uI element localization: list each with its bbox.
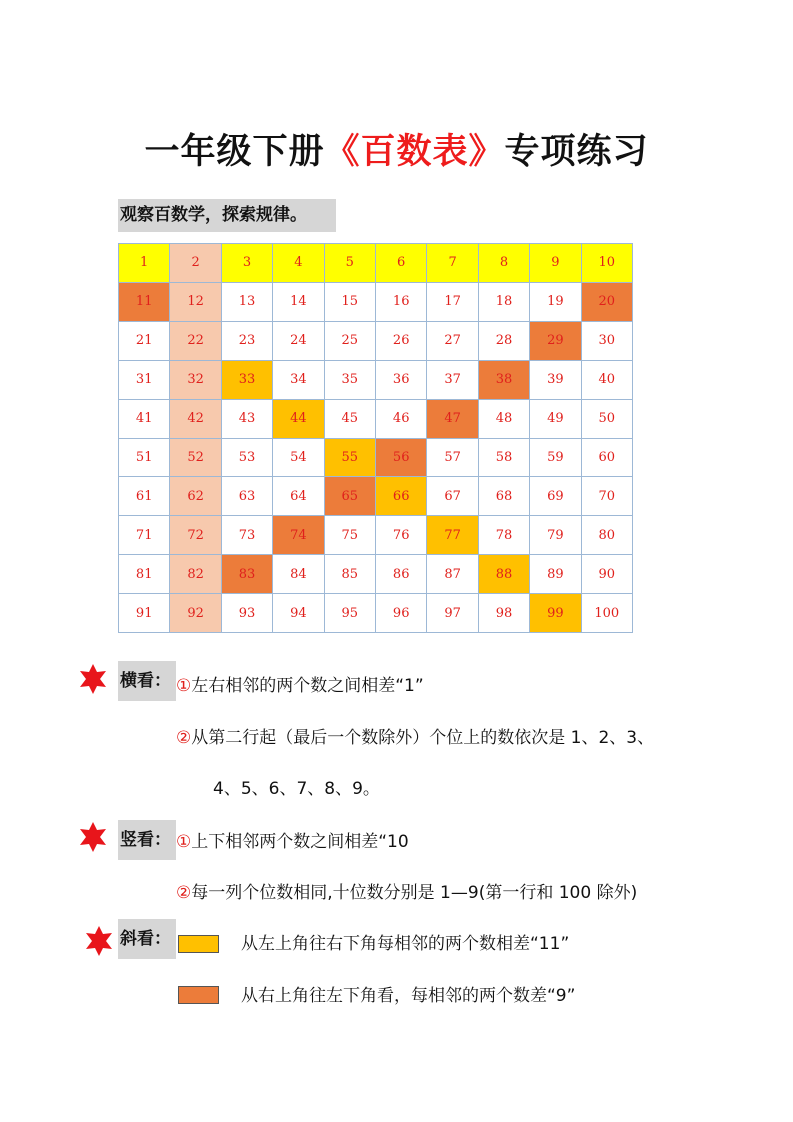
grid-cell: 86 xyxy=(376,555,427,594)
grid-cell: 82 xyxy=(170,555,221,594)
grid-cell: 89 xyxy=(530,555,581,594)
grid-cell: 1 xyxy=(119,244,170,283)
grid-cell: 58 xyxy=(479,439,530,478)
grid-cell: 95 xyxy=(325,594,376,633)
grid-cell: 28 xyxy=(479,322,530,361)
grid-cell: 20 xyxy=(582,283,633,322)
grid-cell: 47 xyxy=(427,400,478,439)
grid-cell: 60 xyxy=(582,439,633,478)
grid-cell: 34 xyxy=(273,361,324,400)
grid-cell: 46 xyxy=(376,400,427,439)
grid-cell: 64 xyxy=(273,477,324,516)
grid-cell: 24 xyxy=(273,322,324,361)
grid-cell: 25 xyxy=(325,322,376,361)
grid-cell: 35 xyxy=(325,361,376,400)
grid-cell: 22 xyxy=(170,322,221,361)
grid-cell: 9 xyxy=(530,244,581,283)
grid-cell: 41 xyxy=(119,400,170,439)
grid-cell: 31 xyxy=(119,361,170,400)
vertical-rule-2 xyxy=(176,881,637,905)
grid-cell: 57 xyxy=(427,439,478,478)
grid-cell: 55 xyxy=(325,439,376,478)
grid-cell: 65 xyxy=(325,477,376,516)
grid-cell: 38 xyxy=(479,361,530,400)
grid-cell: 73 xyxy=(222,516,273,555)
grid-cell: 30 xyxy=(582,322,633,361)
grid-cell: 5 xyxy=(325,244,376,283)
grid-cell: 45 xyxy=(325,400,376,439)
grid-cell: 43 xyxy=(222,400,273,439)
grid-cell: 23 xyxy=(222,322,273,361)
star-icon xyxy=(78,822,108,852)
grid-cell: 53 xyxy=(222,439,273,478)
hundred-chart xyxy=(118,243,633,633)
grid-cell: 92 xyxy=(170,594,221,633)
grid-cell: 66 xyxy=(376,477,427,516)
grid-cell: 37 xyxy=(427,361,478,400)
circled-number-1: ① xyxy=(176,832,192,852)
grid-cell: 29 xyxy=(530,322,581,361)
grid-cell: 80 xyxy=(582,516,633,555)
grid-cell: 61 xyxy=(119,477,170,516)
horizontal-rule-1-text: 左右相邻的两个数之间相差“1” xyxy=(191,676,424,696)
grid-cell: 98 xyxy=(479,594,530,633)
grid-cell: 77 xyxy=(427,516,478,555)
grid-cell: 96 xyxy=(376,594,427,633)
grid-cell: 71 xyxy=(119,516,170,555)
grid-cell: 44 xyxy=(273,400,324,439)
grid-cell: 14 xyxy=(273,283,324,322)
grid-cell: 81 xyxy=(119,555,170,594)
grid-cell: 83 xyxy=(222,555,273,594)
horizontal-rule-2 xyxy=(176,726,654,750)
grid-cell: 70 xyxy=(582,477,633,516)
grid-cell: 90 xyxy=(582,555,633,594)
orange-swatch xyxy=(178,986,219,1004)
grid-cell: 39 xyxy=(530,361,581,400)
grid-cell: 94 xyxy=(273,594,324,633)
grid-cell: 15 xyxy=(325,283,376,322)
grid-cell: 48 xyxy=(479,400,530,439)
grid-cell: 16 xyxy=(376,283,427,322)
horizontal-rule-2-continued: 4、5、6、7、8、9。 xyxy=(213,779,380,799)
grid-cell: 88 xyxy=(479,555,530,594)
title-highlight: 《百数表》 xyxy=(324,132,505,172)
grid-cell: 49 xyxy=(530,400,581,439)
grid-cell: 97 xyxy=(427,594,478,633)
grid-cell: 6 xyxy=(376,244,427,283)
grid-cell: 79 xyxy=(530,516,581,555)
grid-cell: 11 xyxy=(119,283,170,322)
horizontal-label: 横看： xyxy=(118,661,176,701)
grid-cell: 63 xyxy=(222,477,273,516)
grid-cell: 51 xyxy=(119,439,170,478)
horizontal-rule-2-text: 从第二行起（最后一个数除外）个位上的数依次是 1、2、3、 xyxy=(191,728,655,748)
grid-cell: 2 xyxy=(170,244,221,283)
grid-cell: 36 xyxy=(376,361,427,400)
grid-cell: 72 xyxy=(170,516,221,555)
grid-cell: 78 xyxy=(479,516,530,555)
title-prefix: 一年级下册 xyxy=(144,132,325,172)
grid-cell: 54 xyxy=(273,439,324,478)
grid-cell: 67 xyxy=(427,477,478,516)
grid-cell: 68 xyxy=(479,477,530,516)
vertical-label: 竖看： xyxy=(118,820,176,860)
grid-cell: 62 xyxy=(170,477,221,516)
grid-cell: 13 xyxy=(222,283,273,322)
grid-cell: 84 xyxy=(273,555,324,594)
grid-cell: 76 xyxy=(376,516,427,555)
grid-cell: 17 xyxy=(427,283,478,322)
grid-cell: 74 xyxy=(273,516,324,555)
grid-cell: 27 xyxy=(427,322,478,361)
star-icon xyxy=(84,926,114,956)
page-title xyxy=(0,124,793,174)
vertical-rule-2-text: 每一列个位数相同,十位数分别是 1—9(第一行和 100 除外) xyxy=(191,883,638,903)
grid-cell: 7 xyxy=(427,244,478,283)
grid-cell: 100 xyxy=(582,594,633,633)
circled-number-2: ② xyxy=(176,883,192,903)
horizontal-rule-1 xyxy=(176,674,424,698)
grid-cell: 19 xyxy=(530,283,581,322)
section-subtitle: 观察百数学，探索规律。 xyxy=(118,199,336,232)
grid-cell: 10 xyxy=(582,244,633,283)
grid-cell: 42 xyxy=(170,400,221,439)
title-suffix: 专项练习 xyxy=(504,132,649,172)
grid-cell: 93 xyxy=(222,594,273,633)
grid-cell: 21 xyxy=(119,322,170,361)
diagonal-legend-2: 从右上角往左下角看，每相邻的两个数差“9” xyxy=(241,986,576,1006)
grid-cell: 52 xyxy=(170,439,221,478)
grid-cell: 33 xyxy=(222,361,273,400)
grid-cell: 69 xyxy=(530,477,581,516)
grid-cell: 75 xyxy=(325,516,376,555)
circled-number-2: ② xyxy=(176,728,192,748)
grid-cell: 4 xyxy=(273,244,324,283)
grid-cell: 56 xyxy=(376,439,427,478)
grid-cell: 91 xyxy=(119,594,170,633)
vertical-rule-1-text: 上下相邻两个数之间相差“10 xyxy=(191,832,409,852)
gold-swatch xyxy=(178,935,219,953)
star-icon xyxy=(78,664,108,694)
grid-cell: 8 xyxy=(479,244,530,283)
grid-cell: 40 xyxy=(582,361,633,400)
grid-cell: 85 xyxy=(325,555,376,594)
grid-cell: 59 xyxy=(530,439,581,478)
diagonal-legend-1: 从左上角往右下角每相邻的两个数相差“11” xyxy=(241,934,570,954)
grid-cell: 32 xyxy=(170,361,221,400)
grid-cell: 87 xyxy=(427,555,478,594)
grid-cell: 50 xyxy=(582,400,633,439)
circled-number-1: ① xyxy=(176,676,192,696)
grid-cell: 18 xyxy=(479,283,530,322)
grid-cell: 99 xyxy=(530,594,581,633)
grid-cell: 12 xyxy=(170,283,221,322)
grid-cell: 3 xyxy=(222,244,273,283)
vertical-rule-1 xyxy=(176,830,409,854)
grid-cell: 26 xyxy=(376,322,427,361)
diagonal-label: 斜看： xyxy=(118,919,176,959)
